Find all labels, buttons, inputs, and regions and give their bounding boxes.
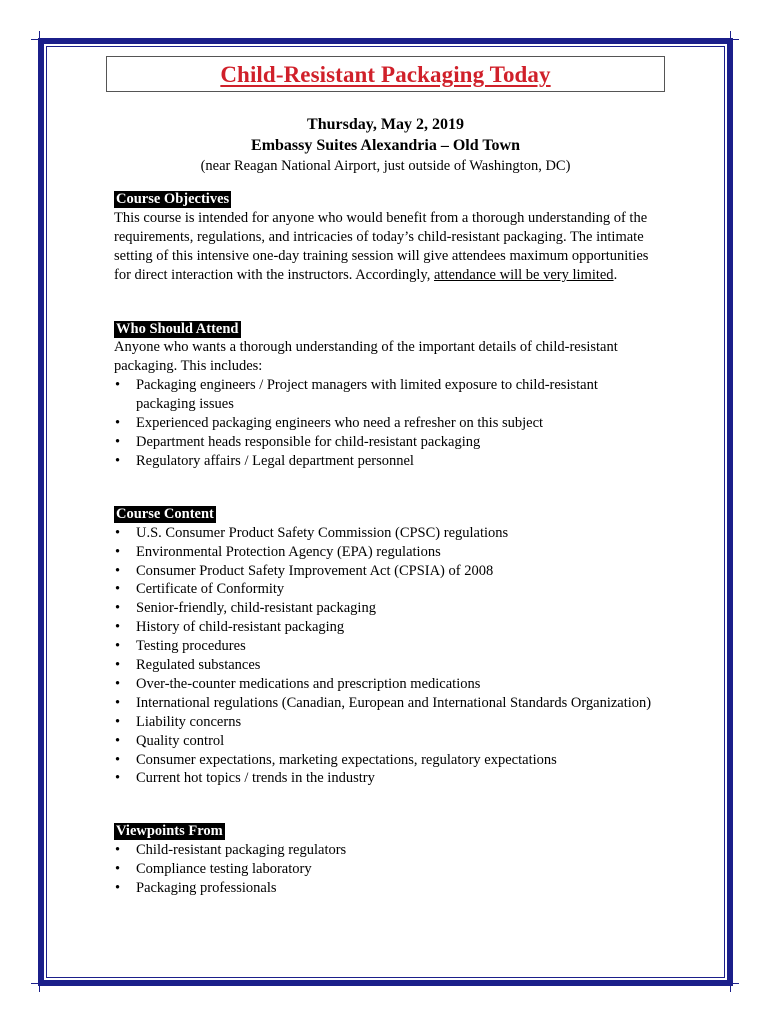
list-item <box>114 879 659 898</box>
bullet-icon: • <box>115 452 121 469</box>
bullet-icon: • <box>115 713 121 730</box>
list-item <box>114 675 659 694</box>
list-item <box>114 376 659 414</box>
list-item <box>114 599 659 618</box>
objectives-paragraph <box>114 209 659 285</box>
bullet-icon: • <box>115 638 121 655</box>
list-item-text: Consumer Product Safety Improvement Act (CPSIA) of 2008 <box>136 562 494 579</box>
list-item <box>114 452 659 471</box>
bullet-icon: • <box>115 880 121 897</box>
list-item <box>114 769 659 788</box>
list-item-text: Packaging professionals <box>136 880 277 897</box>
content-body <box>114 190 659 898</box>
bullet-icon: • <box>115 751 121 768</box>
corner-ornament-bottom-right <box>721 974 739 992</box>
list-item <box>114 656 659 675</box>
event-venue: Embassy Suites Alexandria – Old Town <box>251 137 520 154</box>
title-box <box>106 56 665 92</box>
event-details <box>106 114 665 176</box>
bullet-icon: • <box>115 600 121 617</box>
list-item <box>114 732 659 751</box>
list-item <box>114 524 659 543</box>
objectives-underlined-text: attendance will be very limited <box>433 266 614 283</box>
event-location: (near Reagan National Airport, just outside of Washington, DC) <box>200 158 571 174</box>
attend-list <box>114 376 659 471</box>
list-item-text: Packaging engineers / Project managers with limited exposure to child-resistant packaging issues <box>136 377 598 413</box>
section-heading: Course Content <box>116 505 214 522</box>
list-item-text: Environmental Protection Agency (EPA) regulations <box>136 543 441 560</box>
list-item <box>114 860 659 879</box>
objectives-text-end: . <box>613 266 618 283</box>
section-heading: Viewpoints From <box>116 823 223 840</box>
list-item-text: U.S. Consumer Product Safety Commission (CPSC) regulations <box>136 524 509 541</box>
section-heading: Who Should Attend <box>116 320 239 337</box>
bullet-icon: • <box>115 861 121 878</box>
list-item-text: Over-the-counter medications and prescription medications <box>136 675 481 692</box>
list-item-text: Senior-friendly, child-resistant packaging <box>136 600 376 617</box>
list-item-text: Current hot topics / trends in the industry <box>136 770 375 787</box>
list-item-text: Experienced packaging engineers who need a refresher on this subject <box>136 415 544 432</box>
list-item-text: Regulated substances <box>136 657 261 674</box>
list-item <box>114 433 659 452</box>
bullet-icon: • <box>115 619 121 636</box>
bullet-icon: • <box>115 581 121 598</box>
corner-ornament-top-right <box>721 31 739 49</box>
objectives-text: This course is intended for anyone who would benefit from a thorough understanding of the requirements, regulations, and intricacies of today’s child-resistant packaging. The intimate setting of this intensive one-day training session will give attendees maximum opportunities for direct interaction with the instructors. Accordingly, <box>114 209 649 283</box>
list-item <box>114 713 659 732</box>
list-item-text: Child-resistant packaging regulators <box>136 842 347 859</box>
bullet-icon: • <box>115 770 121 787</box>
section-course-objectives <box>114 190 659 285</box>
viewpoints-list <box>114 841 659 898</box>
list-item-text: Certificate of Conformity <box>136 581 285 598</box>
list-item-text: Consumer expectations, marketing expectations, regulatory expectations <box>136 751 557 768</box>
bullet-icon: • <box>115 415 121 432</box>
attend-intro: Anyone who wants a thorough understanding of the important details of child-resistant packaging. This includes: <box>114 339 618 375</box>
bullet-icon: • <box>115 675 121 692</box>
bullet-icon: • <box>115 433 121 450</box>
event-date: Thursday, May 2, 2019 <box>307 116 464 133</box>
bullet-icon: • <box>115 377 121 394</box>
section-who-should-attend <box>114 320 659 471</box>
corner-ornament-bottom-left <box>31 974 49 992</box>
list-item <box>114 637 659 656</box>
section-heading: Course Objectives <box>116 191 230 207</box>
list-item-text: Testing procedures <box>136 638 246 655</box>
bullet-icon: • <box>115 562 121 579</box>
bullet-icon: • <box>115 694 121 711</box>
bullet-icon: • <box>115 732 121 749</box>
list-item <box>114 543 659 562</box>
bullet-icon: • <box>115 657 121 674</box>
list-item-text: Regulatory affairs / Legal department personnel <box>136 452 414 469</box>
list-item-text: International regulations (Canadian, European and International Standards Organization) <box>136 694 652 711</box>
list-item-text: Liability concerns <box>136 713 242 730</box>
list-item-text: Compliance testing laboratory <box>136 861 312 878</box>
list-item <box>114 414 659 433</box>
page-title: Child-Resistant Packaging Today <box>220 62 551 87</box>
content-list <box>114 524 659 789</box>
bullet-icon: • <box>115 524 121 541</box>
list-item-text: Department heads responsible for child-resistant packaging <box>136 433 481 450</box>
list-item-text: History of child-resistant packaging <box>136 619 345 636</box>
list-item <box>114 694 659 713</box>
bullet-icon: • <box>115 543 121 560</box>
list-item <box>114 618 659 637</box>
list-item <box>114 580 659 599</box>
list-item-text: Quality control <box>136 732 225 749</box>
section-viewpoints-from <box>114 822 659 898</box>
list-item <box>114 751 659 770</box>
list-item <box>114 562 659 581</box>
bullet-icon: • <box>115 842 121 859</box>
section-course-content <box>114 505 659 789</box>
list-item <box>114 841 659 860</box>
corner-ornament-top-left <box>31 31 49 49</box>
